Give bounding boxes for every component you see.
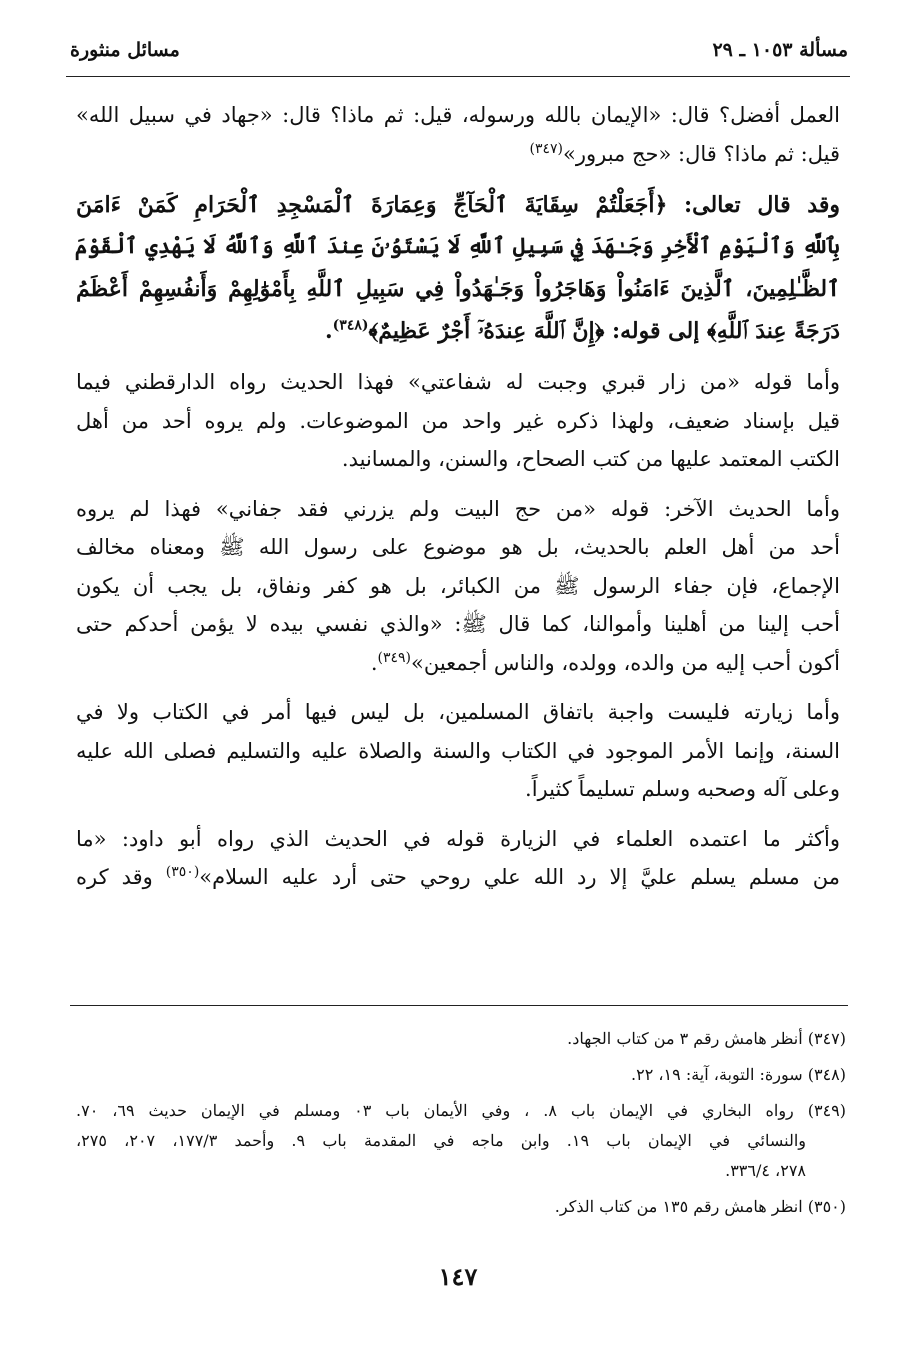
text-line-content: دَرَجَةً عِندَ ٱللَّهِ﴾ إلى قوله: ﴿إِنَّ ٱللَّهَ عِندَهُۥٓ أَجْرٌ عَظِيمٌ﴾ <box>368 318 840 344</box>
text-line: وأما قوله «من زار قبري وجبت له شفاعتي» فهذا الحديث رواه الدارقطني فيما <box>76 370 840 394</box>
footnotes <box>76 1024 846 1228</box>
text-line: وأما زيارته فليست واجبة باتفاق المسلمين، بل ليس فيها أمر في الكتاب ولا في <box>76 700 840 724</box>
paragraph-hadith-best-deeds <box>76 96 840 173</box>
paragraph-visiting-grave-hadith <box>76 363 840 479</box>
text-line: بِٱللَّهِ وَٱلْيَوْمِ ٱلْأَخِرِ وَجَـٰهَدَ فِي سَبِيلِ ٱللَّهِ لَا يَسْتَوُۥنَ عِندَ ٱللَّهِ وَٱللَّهُ لَا يَهْدِي ٱلْقَوْمَ <box>74 234 840 259</box>
text-line <box>76 644 840 683</box>
running-header <box>70 32 848 68</box>
footnote-ref-350: (٣٥٠) <box>165 864 200 880</box>
text-line <box>76 135 840 174</box>
text-line-content: أكون أحب إليه من والده، وولده، والناس أجمعين» <box>411 650 840 675</box>
footnote-348 <box>76 1060 846 1090</box>
text-line: وأكثر ما اعتمده العلماء في الزيارة قوله في الحديث الذي رواه أبو داود: «ما <box>76 826 840 851</box>
text-line: قيل بإسناد ضعيف، ولهذا ذكره غير واحد من الموضوعات. ولم يروه أحد من أهل <box>76 408 840 433</box>
footnote-line: (٣٤٨) سورة: التوبة، آية: ١٩، ٢٢. <box>631 1065 846 1084</box>
line-tail: وقد كره <box>76 865 166 889</box>
footnote-ref-347: (٣٤٧) <box>529 140 563 157</box>
page-number: ١٤٧ <box>438 1262 478 1291</box>
footnote-line: (٣٤٧) أنظر هامش رقم ٣ من كتاب الجهاد. <box>567 1029 846 1048</box>
header-rule <box>66 76 850 77</box>
header-book-title: مسائل منثورة <box>70 39 180 61</box>
text-line: أحد من أهل العلم بالحديث، بل هو موضوع على رسول الله ﷺ ومعناه مخالف <box>76 535 840 559</box>
footnote-rule <box>70 1005 848 1006</box>
footnote-350 <box>76 1192 846 1222</box>
line-tail: . <box>370 650 378 675</box>
text-line <box>76 858 840 897</box>
text-line: الإجماع، فإن جفاء الرسول ﷺ من الكبائر، بل هو كفر ونفاق، بل يجب أن يكون <box>76 573 840 598</box>
header-section-title: مسألة ١٠٥٣ ـ ٢٩ <box>712 39 848 61</box>
paragraph-other-hadith <box>76 490 840 683</box>
footnote-line: (٣٤٩) رواه البخاري في الإيمان باب ٨. ، وفي الأيمان باب ٠٣ ومسلم في الإيمان حديث ٦٩، ٧٠. <box>76 1101 846 1120</box>
text-line: السنة، وإنما الأمر الموجود في الكتاب والسنة والصلاة عليه والتسليم فصلى الله عليه <box>76 738 840 763</box>
paragraph-abu-dawud-hadith <box>76 820 840 897</box>
main-text <box>76 96 840 908</box>
footnote-line: والنسائي في الإيمان باب ١٩. وابن ماجه في المقدمة باب ٩. وأحمد ١٧٧/٣، ٢٠٧، ٢٧٥، <box>76 1131 807 1150</box>
text-line: وأما الحديث الآخر: قوله «من حج البيت ولم يزرني فقد جفاني» فهذا لم يروه <box>76 496 840 521</box>
text-line: الكتب المعتمد عليها من كتب الصحاح، والسنن، والمسانيد. <box>341 447 840 471</box>
text-line: العمل أفضل؟ قال: «الإيمان بالله ورسوله، قيل: ثم ماذا؟ قال: «جهاد في سبيل الله» <box>76 103 840 127</box>
text-line <box>76 310 840 352</box>
footnote-349 <box>76 1096 846 1186</box>
footnote-line: ٢٧٨، ٣٣٦/٤. <box>725 1161 806 1180</box>
paragraph-quran-verse <box>76 184 840 352</box>
text-line: أحب إلينا من أهلينا وأموالنا، كما قال ﷺ: «والذي نفسي بيده لا يؤمن أحدكم حتى <box>76 612 840 636</box>
footnote-347 <box>76 1024 846 1054</box>
text-line-content: قيل: ثم ماذا؟ قال: «حج مبرور» <box>563 141 840 166</box>
text-line: وعلى آله وصحبه وسلم تسليماً كثيراً. <box>525 777 840 801</box>
text-line: وقد قال تعالى: ﴿أَجَعَلْتُمْ سِقَايَةَ ٱلْحَآجِّ وَعِمَارَةَ ٱلْمَسْجِدِ ٱلْحَرَامِ كَمَنْ ءَامَنَ <box>76 192 840 218</box>
text-line-content: من مسلم يسلم عليَّ إلا رد الله علي روحي حتى أرد عليه السلام» <box>199 865 840 889</box>
paragraph-visitation-ruling <box>76 693 840 809</box>
footnote-ref-349: (٣٤٩) <box>377 649 411 666</box>
footnote-ref-348: (٣٤٨) <box>332 317 369 334</box>
footnote-line: (٣٥٠) انظر هامش رقم ١٣٥ من كتاب الذكر. <box>554 1197 846 1216</box>
text-line: ٱلظَّـٰلِمِينَ، ٱلَّذِينَ ءَامَنُواْ وَهَاجَرُواْ وَجَـٰهَدُواْ فِي سَبِيلِ ٱللَّهِ بِأَمْوَٰلِهِمْ وَأَنفُسِهِمْ أَعْظَمُ <box>76 276 840 302</box>
line-tail: . <box>325 318 333 344</box>
